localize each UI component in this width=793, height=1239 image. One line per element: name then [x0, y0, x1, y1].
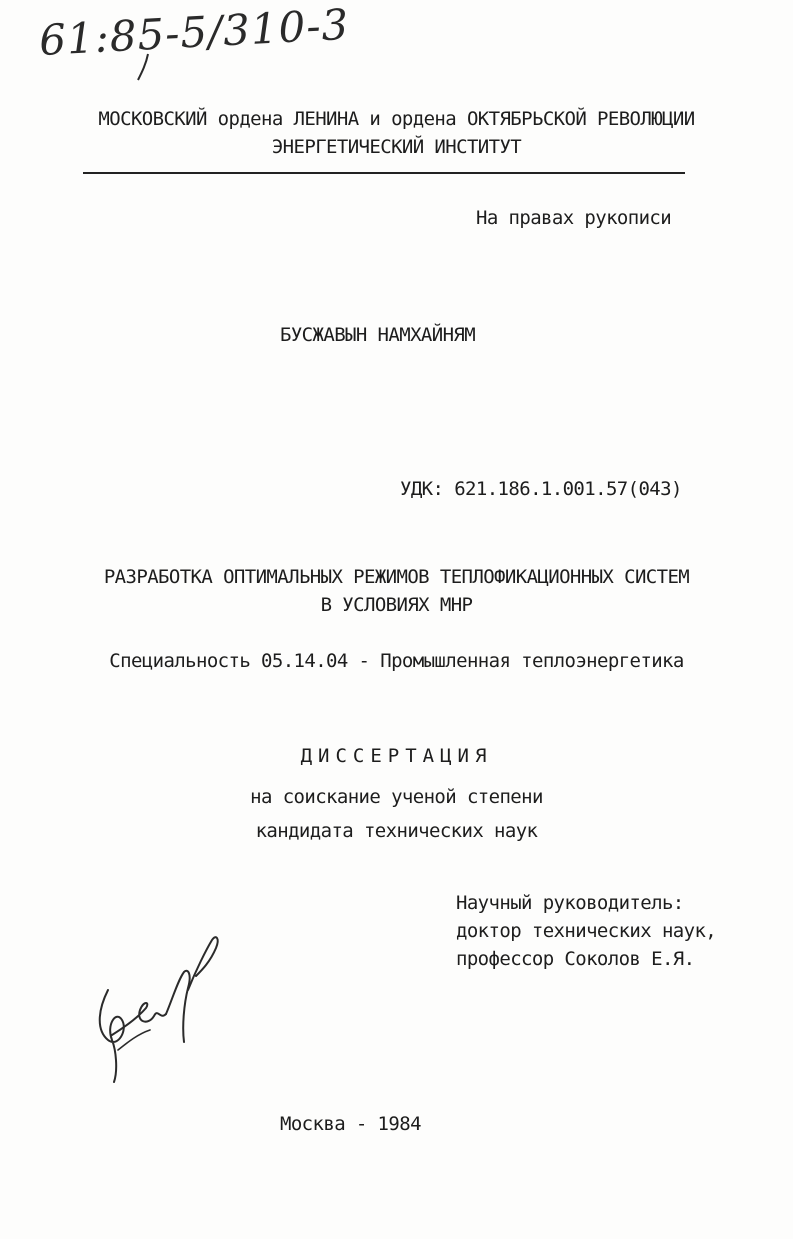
manuscript-rights-note: На правах рукописи	[476, 207, 672, 229]
supervisor-heading: Научный руководитель:	[456, 892, 684, 914]
header-divider	[83, 172, 685, 174]
institution-line-2: ЭНЕРГЕТИЧЕСКИЙ ИНСТИТУТ	[271, 136, 522, 158]
thesis-title-line-2: В УСЛОВИЯХ МНР	[320, 594, 473, 616]
udk-code: УДК: 621.186.1.001.57(043)	[400, 478, 682, 500]
dissertation-heading: ДИССЕРТАЦИЯ	[300, 745, 493, 767]
degree-line-2: кандидата технических наук	[255, 820, 538, 842]
supervisor-degree: доктор технических наук,	[456, 920, 717, 942]
city-year: Москва - 1984	[280, 1113, 421, 1135]
institution-line-1: МОСКОВСКИЙ ордена ЛЕНИНА и ордена ОКТЯБРЬСКОЙ РЕВОЛЮЦИИ	[98, 108, 695, 130]
supervisor-name: профессор Соколов Е.Я.	[456, 948, 695, 970]
specialty-line: Специальность 05.14.04 - Промышленная теплоэнергетика	[109, 650, 684, 672]
handwritten-stroke	[134, 52, 174, 82]
degree-line-1: на соискание ученой степени	[250, 786, 543, 808]
handwritten-archive-number: 61:85-5/310-3	[38, 0, 351, 65]
thesis-title-line-1: РАЗРАБОТКА ОПТИМАЛЬНЫХ РЕЖИМОВ ТЕПЛОФИКАЦИОННЫХ СИСТЕМ	[103, 566, 690, 588]
author-signature	[88, 930, 228, 1090]
author-name: БУСЖАВЫН НАМХАЙНЯМ	[280, 324, 476, 346]
